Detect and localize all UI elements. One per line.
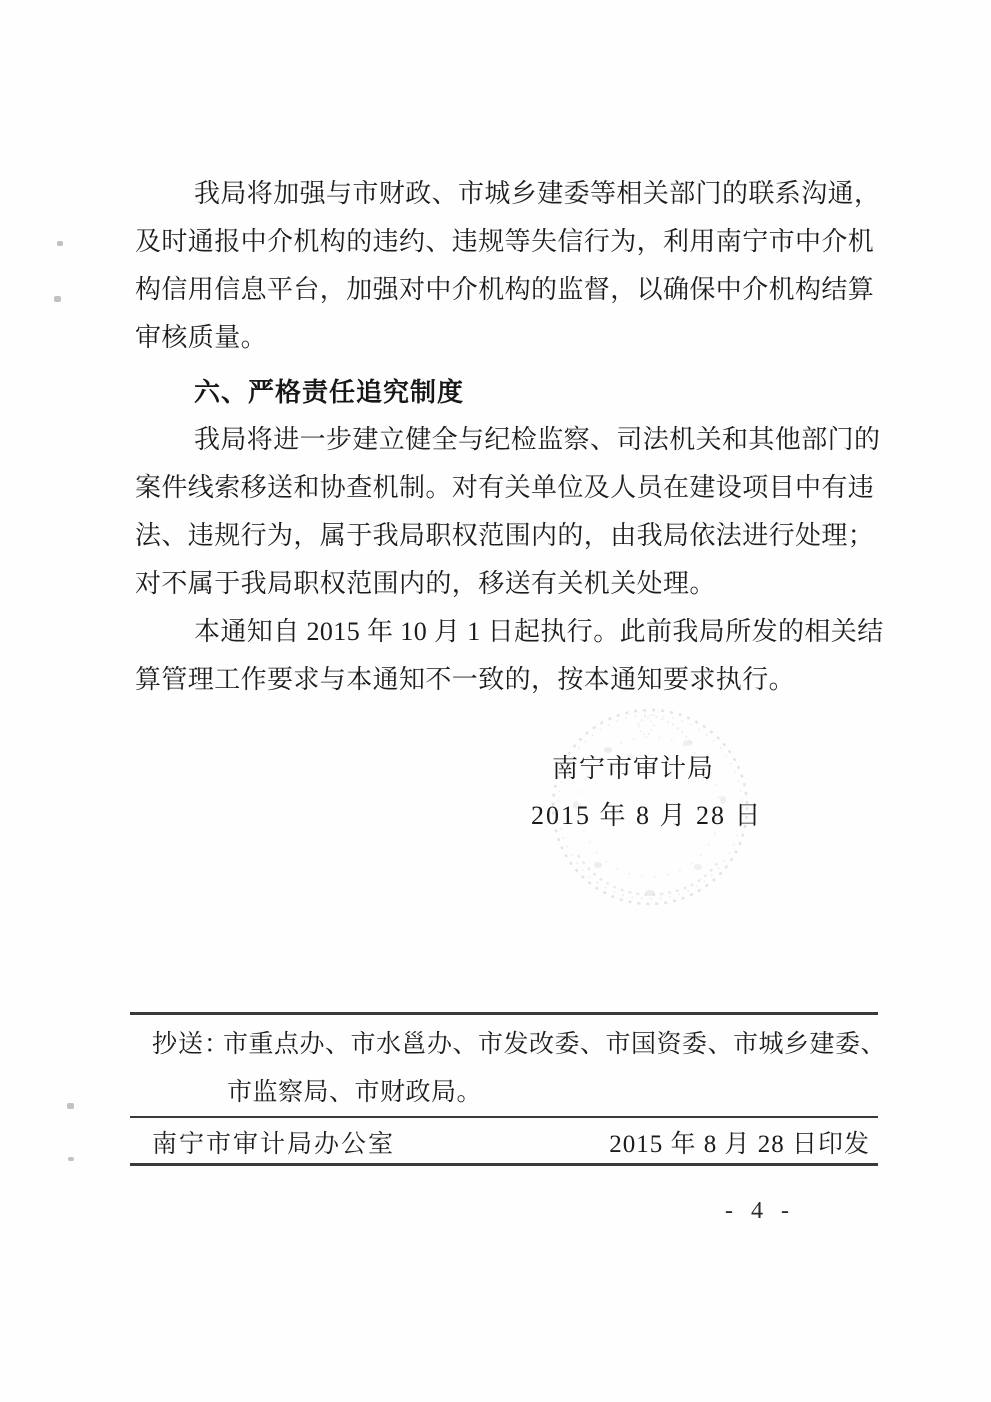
separator-line-middle xyxy=(130,1116,878,1118)
page-number: - 4 - xyxy=(725,1198,795,1224)
body-line: 本通知自 2015 年 10 月 1 日起执行。此前我局所发的相关结 xyxy=(194,617,884,646)
body-line: 我局将进一步建立健全与纪检监察、司法机关和其他部门的 xyxy=(194,425,881,454)
cc-label: 抄送： xyxy=(152,1031,231,1058)
scan-speck xyxy=(67,1103,74,1109)
body-line: 案件线索移送和协查机制。对有关单位及人员在建设项目中有违 xyxy=(135,473,875,502)
separator-line-top xyxy=(130,1012,878,1015)
scan-speck xyxy=(68,1157,74,1161)
body-line: 法、违规行为，属于我局职权范围内的，由我局依法进行处理； xyxy=(135,521,875,550)
scan-speck xyxy=(57,241,63,246)
body-line: 构信用信息平台，加强对中介机构的监督，以确保中介机构结算 xyxy=(135,275,875,304)
body-paragraph-3 xyxy=(135,608,884,704)
body-line: 我局将加强与市财政、市城乡建委等相关部门的联系沟通， xyxy=(194,179,881,208)
scan-speck xyxy=(54,296,61,302)
body-paragraph-1 xyxy=(135,170,880,362)
body-line: 审核质量。 xyxy=(135,323,268,352)
body-line: 算管理工作要求与本通知不一致的，按本通知要求执行。 xyxy=(135,665,796,694)
section-heading: 六、严格责任追究制度 xyxy=(194,377,465,407)
cc-list-line: 市监察局、市财政局。 xyxy=(227,1079,483,1106)
signature-org: 南宁市审计局 xyxy=(552,754,715,783)
body-paragraph-2 xyxy=(135,416,880,608)
separator-line-bottom xyxy=(130,1163,878,1166)
footer-issuer: 南宁市审计局办公室 xyxy=(152,1131,396,1158)
body-line: 对不属于我局职权范围内的，移送有关机关处理。 xyxy=(135,569,716,598)
footer-print-date: 2015 年 8 月 28 日印发 xyxy=(609,1131,870,1158)
body-line: 及时通报中介机构的违约、违规等失信行为，利用南宁市中介机 xyxy=(135,227,875,256)
signature-date: 2015 年 8 月 28 日 xyxy=(531,801,763,830)
cc-list-line: 市重点办、市水邕办、市发改委、市国资委、市城乡建委、 xyxy=(223,1031,887,1058)
